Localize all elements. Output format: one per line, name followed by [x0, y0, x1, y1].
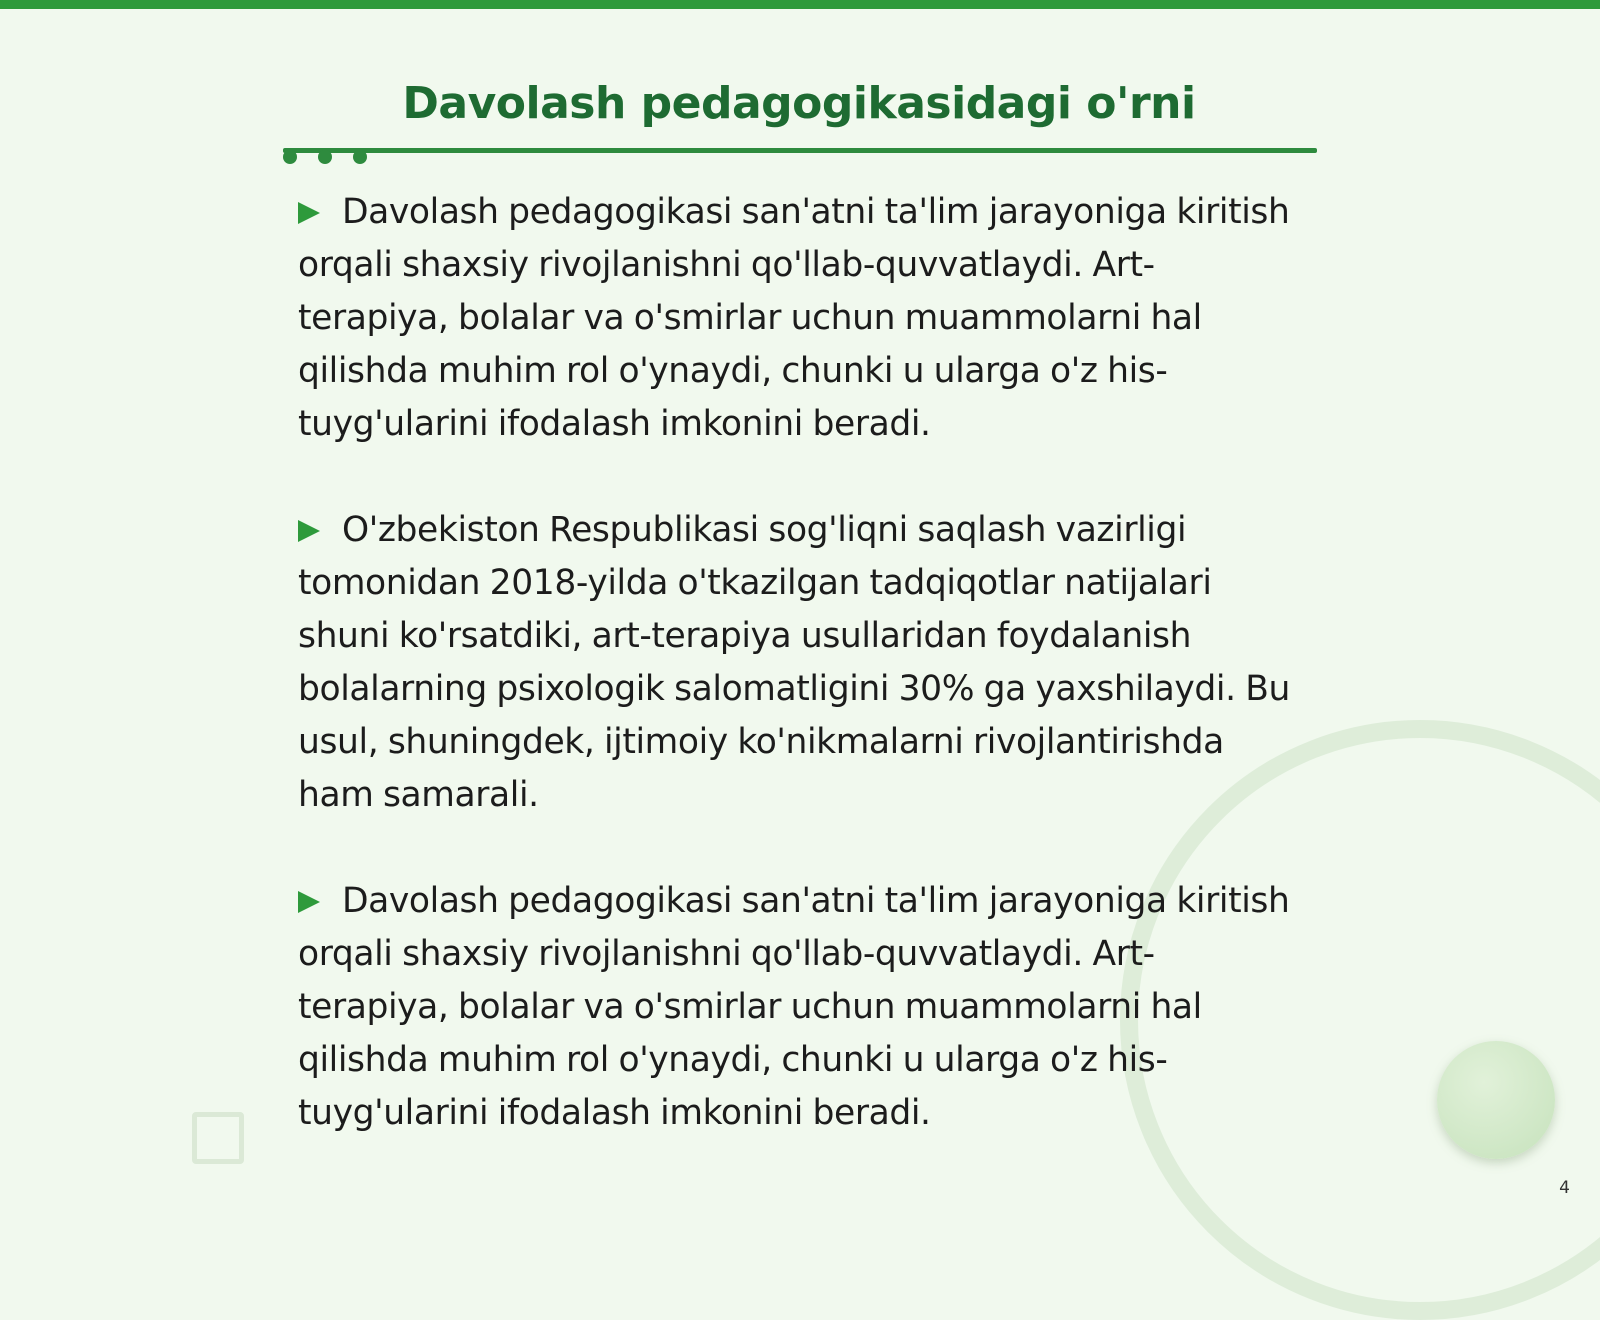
top-accent-bar: [0, 0, 1600, 9]
title-underline: [283, 148, 1317, 153]
bullet-paragraph: [298, 186, 1303, 451]
page-number: 4: [1559, 1178, 1570, 1198]
paragraph-text: Davolash pedagogikasi san'atni ta'lim jarayoniga kiritish orqali shaxsiy rivojlanishni qo'llab-quvvatlaydi. Art-terapiya, bolalar va o'smirlar uchun muammolarni hal qilishda muhim rol o'ynaydi, chunki u ularga o'z his-tuyg'ularini ifodalash imkonini beradi.: [298, 192, 1290, 444]
decorative-disc: [1437, 1041, 1555, 1159]
bullet-paragraph: [298, 875, 1303, 1140]
triangle-right-icon: [298, 202, 320, 224]
decorative-square: [192, 1112, 244, 1164]
slide-body: [298, 186, 1303, 1193]
underline-dot-icon: [353, 150, 367, 164]
bullet-paragraph: [298, 504, 1303, 822]
triangle-right-icon: [298, 520, 320, 542]
underline-dot-icon: [318, 150, 332, 164]
slide-title: Davolash pedagogikasidagi o'rni: [402, 78, 1196, 129]
paragraph-text: O'zbekiston Respublikasi sog'liqni saqlash vazirligi tomonidan 2018-yilda o'tkazilgan tadqiqotlar natijalari shuni ko'rsatdiki, art-terapiya usullaridan foydalanish bolalarning psixologik salomatligini 30% ga yaxshilaydi. Bu usul, shuningdek, ijtimoiy ko'nikmalarni rivojlantirishda ham samarali.: [298, 510, 1290, 815]
paragraph-text: Davolash pedagogikasi san'atni ta'lim jarayoniga kiritish orqali shaxsiy rivojlanishni qo'llab-quvvatlaydi. Art-terapiya, bolalar va o'smirlar uchun muammolarni hal qilishda muhim rol o'ynaydi, chunki u ularga o'z his-tuyg'ularini ifodalash imkonini beradi.: [298, 881, 1290, 1133]
underline-dot-icon: [283, 150, 297, 164]
triangle-right-icon: [298, 891, 320, 913]
